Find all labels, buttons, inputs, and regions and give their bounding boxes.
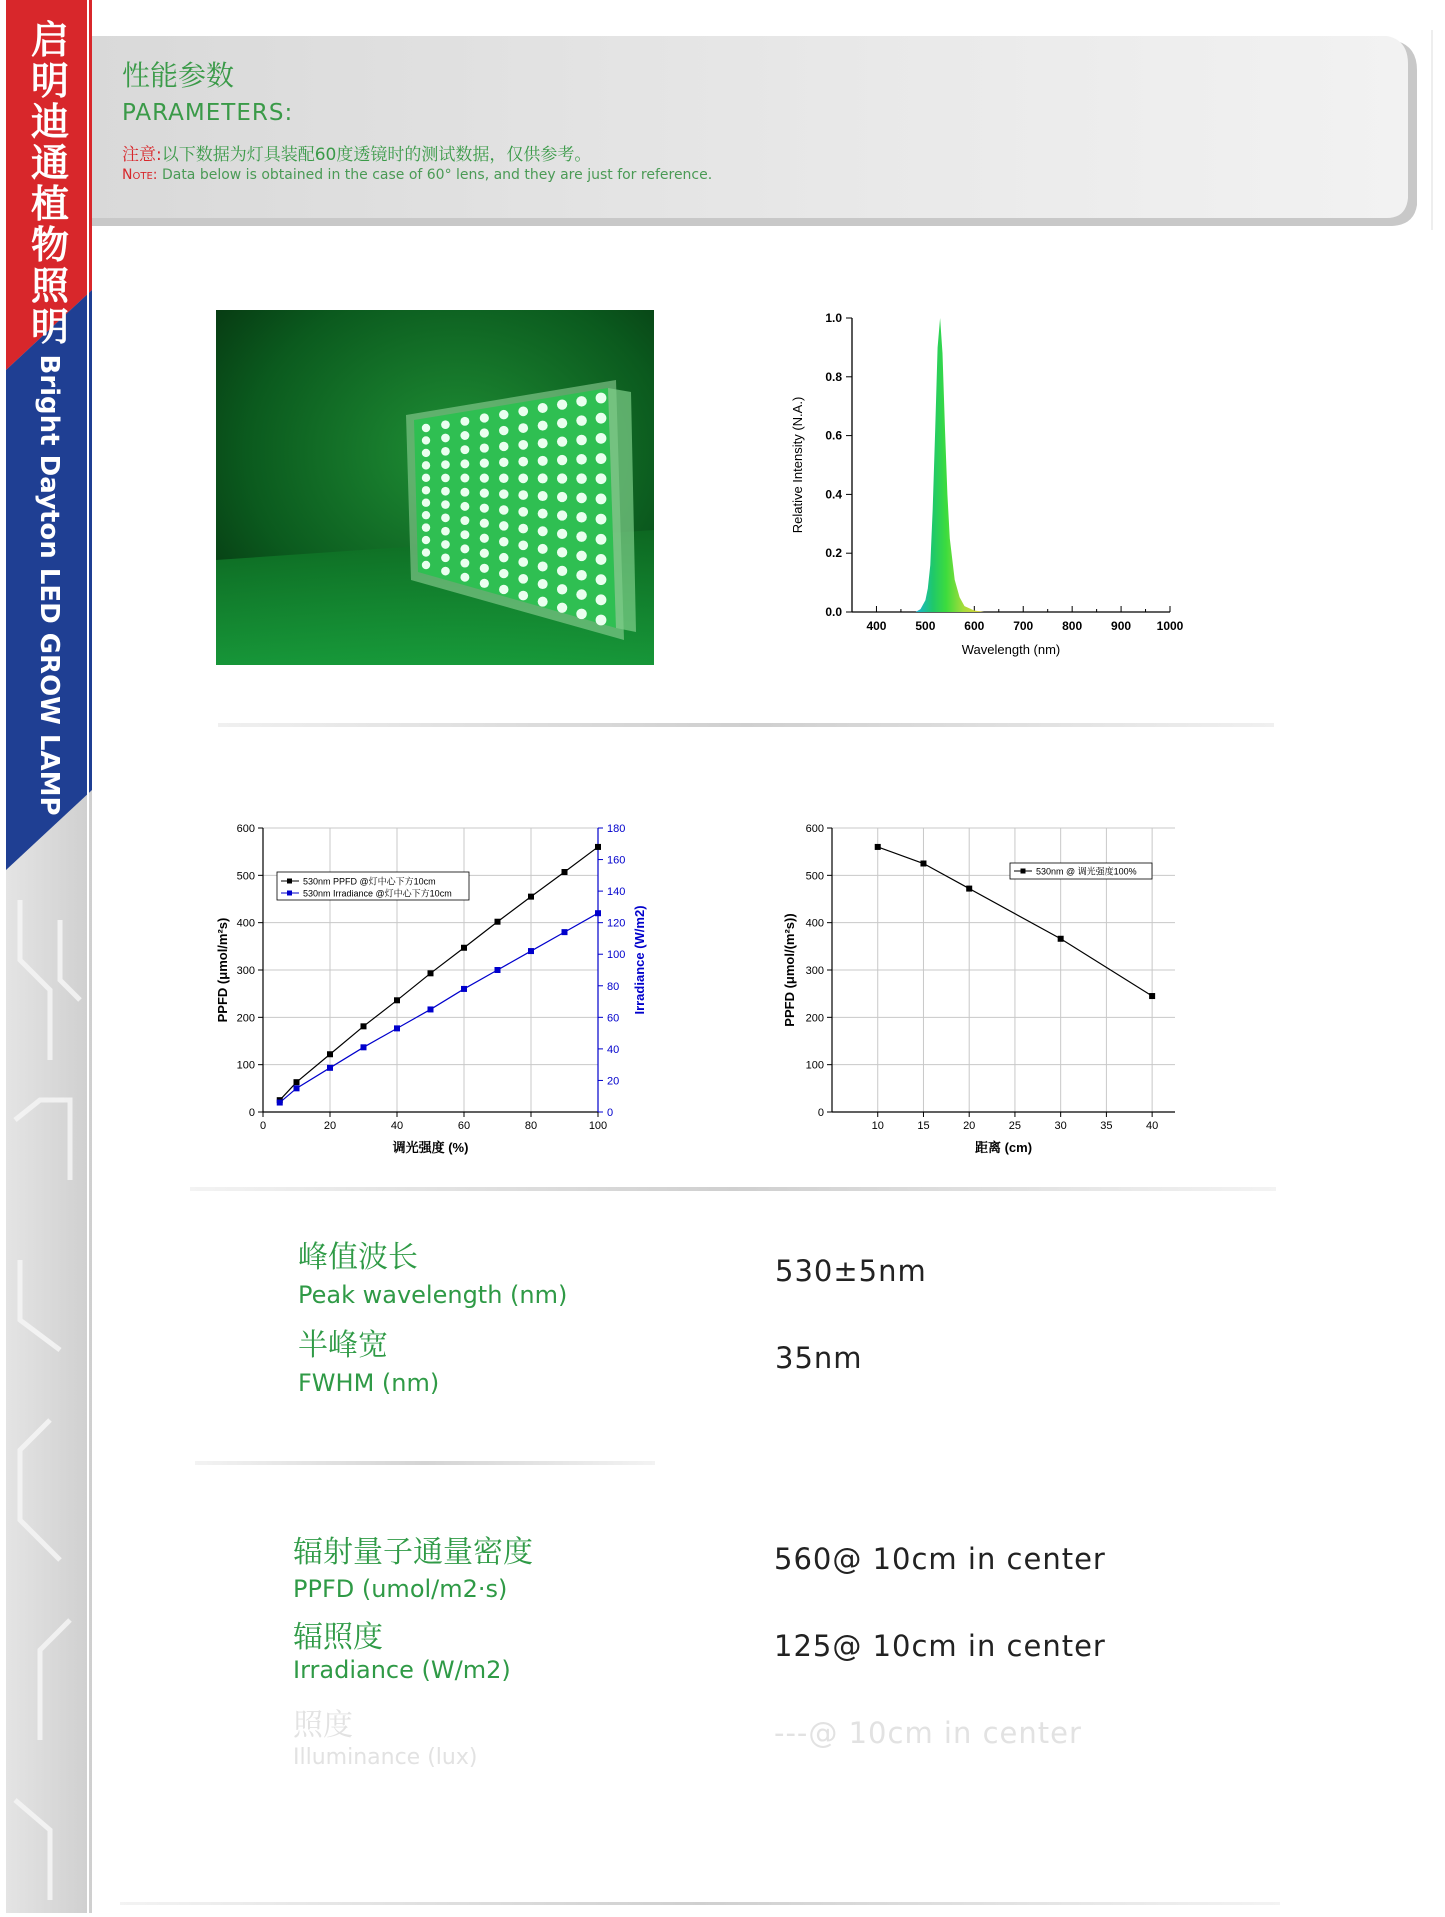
page-subtitle: PARAMETERS: [122, 100, 294, 126]
led-dot [518, 440, 528, 450]
header-banner [92, 30, 1445, 230]
x-tick-label: 20 [963, 1120, 976, 1132]
x-tick-label: 80 [524, 1120, 538, 1132]
distance-point [875, 844, 881, 850]
led-dot [499, 489, 508, 498]
led-dot [480, 549, 489, 558]
led-dot [441, 474, 450, 483]
x-tick-label: 25 [1008, 1120, 1022, 1132]
series-irradiance-line [280, 913, 598, 1102]
led-dot [441, 420, 450, 429]
led-dot [576, 435, 587, 446]
legend-marker [1021, 869, 1026, 874]
led-dot [499, 410, 508, 419]
led-dot [441, 514, 450, 523]
led-dot [499, 505, 508, 514]
led-dot [441, 487, 450, 496]
led-dot [422, 499, 430, 507]
irradiance-point [277, 1100, 283, 1106]
x-tick-label: 35 [1100, 1120, 1113, 1132]
led-dot [480, 428, 489, 437]
y2-tick-label: 40 [607, 1043, 620, 1056]
irradiance-point [294, 1085, 300, 1091]
led-dot [596, 534, 607, 545]
led-dot [538, 509, 548, 519]
irradiance-point [528, 948, 534, 954]
led-dot [557, 436, 567, 446]
led-dot [576, 609, 587, 620]
y-tick-label: 300 [236, 965, 255, 977]
y-tick-label: 0 [248, 1107, 255, 1119]
ppfd-point [562, 869, 568, 875]
led-dot [557, 473, 567, 483]
x-axis-title: 距离 (cm) [974, 1140, 1033, 1155]
x-tick-label: 40 [1146, 1120, 1159, 1132]
led-dot [596, 494, 607, 505]
y2-tick-label: 60 [607, 1012, 620, 1025]
led-dot [576, 415, 587, 426]
led-dot [557, 529, 567, 539]
y-tick-label: 100 [236, 1059, 255, 1072]
x-axis-title: 调光强度 (%) [392, 1140, 469, 1155]
led-dot [596, 615, 607, 626]
led-dot [422, 523, 430, 531]
section-divider [218, 723, 1274, 727]
led-dot [480, 564, 489, 573]
section-divider [195, 1461, 655, 1465]
sidebar-banner [0, 0, 92, 1913]
y-tick-label: 200 [236, 1012, 255, 1025]
ppfd-dimming-chart [200, 810, 670, 1170]
distance-point [1149, 993, 1155, 999]
note-en-label: Note: [122, 167, 158, 183]
led-dot [460, 417, 469, 426]
led-dot [596, 514, 607, 525]
x-tick-label: 400 [866, 619, 887, 633]
led-dot [576, 551, 587, 562]
led-dot [499, 585, 508, 594]
x-tick-label: 800 [1062, 619, 1083, 633]
ppfd-point [495, 919, 501, 925]
led-dot [422, 474, 430, 482]
led-dot [518, 557, 528, 567]
y2-tick-label: 180 [607, 823, 626, 835]
sidebar-en-brand: Bright Dayton LED GROW LAMP [34, 354, 64, 816]
led-dot [576, 454, 587, 465]
led-dot [499, 537, 508, 546]
ppfd-point [294, 1079, 300, 1085]
led-dot [422, 548, 430, 556]
irradiance-en: Irradiance (W/m2) [293, 1656, 511, 1684]
fwhm-cn: 半峰宽 [298, 1328, 388, 1363]
led-dot [460, 530, 469, 539]
led-dot [441, 447, 450, 456]
led-dot [499, 473, 508, 482]
y-tick-label: 200 [805, 1012, 824, 1025]
led-dot [422, 511, 430, 519]
legend [1010, 863, 1152, 879]
led-dot [518, 490, 528, 500]
led-dot [422, 424, 430, 432]
led-dot [422, 436, 430, 444]
y2-tick-label: 80 [607, 980, 620, 993]
peak-wavelength-en: Peak wavelength (nm) [298, 1281, 568, 1309]
led-dot [538, 491, 548, 501]
led-dot [460, 544, 469, 553]
spectrum-area [916, 318, 985, 612]
led-dot [576, 589, 587, 600]
y2-tick-label: 160 [607, 854, 626, 867]
legend-label-irradiance: 530nm Irradiance @灯中心下方10cm [303, 888, 452, 899]
led-dot [596, 554, 607, 565]
x-tick-label: 0 [259, 1120, 267, 1132]
y-tick-label: 0 [817, 1107, 824, 1119]
y-tick-label: 0.6 [825, 428, 842, 443]
led-dot [518, 507, 528, 517]
x-tick-label: 100 [588, 1120, 608, 1132]
led-dot [460, 573, 469, 582]
led-dot [480, 443, 489, 452]
led-dot [441, 460, 450, 469]
x-tick-label: 40 [390, 1120, 404, 1132]
led-dot [480, 413, 489, 422]
ppfd-point [528, 894, 534, 900]
ppfd-point [327, 1051, 333, 1057]
irradiance-cn: 辐照度 [293, 1620, 383, 1655]
irradiance-point [562, 929, 568, 935]
y-axis-title: PPFD (μmol/(m²s)) [782, 913, 797, 1027]
led-dot [480, 504, 489, 513]
illuminance-cn: 照度 [293, 1708, 353, 1743]
led-dot [460, 474, 469, 483]
led-dot [460, 502, 469, 511]
x-tick-label: 600 [964, 619, 985, 633]
irradiance-point [495, 967, 501, 973]
led-dot [518, 473, 528, 483]
led-dot [480, 458, 489, 467]
led-dot [557, 584, 567, 594]
legend-label: 530nm @ 调光强度100% [1036, 866, 1137, 877]
sidebar-cn-brand: 启明迪通植物照明 [30, 18, 69, 349]
y2-tick-label: 100 [607, 949, 626, 962]
y2-tick-label: 20 [607, 1075, 620, 1088]
led-dot [538, 403, 548, 413]
led-dot [538, 421, 548, 431]
note-cn-label: 注意: [122, 145, 162, 165]
ppfd-cn: 辐射量子通量密度 [293, 1535, 533, 1570]
illuminance-en: Illuminance (lux) [293, 1745, 478, 1770]
led-dot [499, 569, 508, 578]
led-dot [518, 540, 528, 550]
led-dot [576, 493, 587, 504]
led-dot [557, 400, 567, 410]
legend [277, 872, 469, 900]
ppfd-point [461, 945, 467, 951]
x-axis-title: Wavelength (nm) [961, 642, 1061, 657]
distance-point [920, 861, 926, 867]
ppfd-en: PPFD (umol/m2·s) [293, 1575, 508, 1603]
led-dot [538, 561, 548, 571]
led-dot [576, 531, 587, 542]
y2-tick-label: 120 [607, 917, 626, 930]
led-dot [518, 574, 528, 584]
led-dot [538, 544, 548, 554]
led-dot [422, 449, 430, 457]
led-dot [480, 579, 489, 588]
led-dot [441, 553, 450, 562]
led-dot [557, 547, 567, 557]
irradiance-point [461, 986, 467, 992]
x-tick-label: 1000 [1156, 619, 1184, 633]
led-dot [576, 512, 587, 523]
led-dot [499, 458, 508, 467]
x-tick-label: 15 [917, 1120, 930, 1132]
y-tick-label: 500 [236, 870, 255, 883]
note-cn [122, 140, 591, 165]
led-dot [499, 553, 508, 562]
y-tick-label: 600 [805, 823, 824, 835]
led-dot [596, 453, 607, 464]
led-dot [557, 510, 567, 520]
irradiance-point [595, 910, 601, 916]
led-dot [441, 540, 450, 549]
note-en [122, 167, 712, 183]
led-dot [538, 473, 548, 483]
led-dot [538, 597, 548, 607]
led-dot [538, 579, 548, 589]
ppfd-point [394, 997, 400, 1003]
irradiance-point [394, 1025, 400, 1031]
legend-label-ppfd: 530nm PPFD @灯中心下方10cm [303, 876, 436, 887]
irradiance-point [361, 1044, 367, 1050]
led-dot [422, 536, 430, 544]
led-dot [422, 486, 430, 494]
ppfd-value: 560@ 10cm in center [774, 1542, 1106, 1576]
y-tick-label: 400 [236, 917, 255, 930]
y-tick-label: 500 [805, 870, 824, 883]
led-dot [480, 474, 489, 483]
page-title: 性能参数 [122, 59, 235, 92]
y-axis-title: PPFD (μmol/m²s) [215, 917, 230, 1023]
irradiance-value: 125@ 10cm in center [774, 1629, 1106, 1663]
led-dot [441, 500, 450, 509]
x-tick-label: 700 [1013, 619, 1034, 633]
led-dot [460, 488, 469, 497]
led-dot [460, 445, 469, 454]
y2-tick-label: 0 [607, 1107, 614, 1119]
led-dot [422, 461, 430, 469]
led-dot [518, 524, 528, 534]
fwhm-en: FWHM (nm) [298, 1369, 440, 1397]
led-dot [596, 393, 607, 404]
led-dot [576, 473, 587, 484]
y-tick-label: 400 [805, 917, 824, 930]
led-dot [576, 396, 587, 407]
led-dot [596, 413, 607, 424]
led-dot [460, 516, 469, 525]
led-dot [518, 406, 528, 416]
x-tick-label: 30 [1054, 1120, 1067, 1132]
y-tick-label: 100 [805, 1059, 824, 1072]
led-dot [518, 591, 528, 601]
led-dot [499, 426, 508, 435]
led-dot [557, 455, 567, 465]
x-tick-label: 900 [1111, 619, 1132, 633]
irradiance-point [327, 1065, 333, 1071]
led-dot [460, 459, 469, 468]
distance-point [1058, 936, 1064, 942]
led-dot [557, 418, 567, 428]
product-photo [216, 310, 654, 665]
y-tick-label: 0.2 [825, 546, 842, 561]
y2-tick-label: 140 [607, 886, 626, 899]
led-dot [538, 438, 548, 448]
led-dot [441, 527, 450, 536]
x-tick-label: 20 [323, 1120, 337, 1132]
fwhm-value: 35nm [775, 1341, 863, 1375]
bottom-rule [120, 1902, 1280, 1905]
led-dot [480, 519, 489, 528]
led-dot [499, 521, 508, 530]
led-dot [441, 567, 450, 576]
x-tick-label: 500 [915, 619, 936, 633]
section-divider [190, 1187, 1276, 1191]
legend-marker-irradiance [287, 891, 292, 896]
led-dot [441, 434, 450, 443]
led-dot [460, 559, 469, 568]
note-en-text: Data below is obtained in the case of 60° lens, and they are just for reference. [161, 167, 713, 183]
distance-point [966, 886, 972, 892]
x-tick-label: 10 [871, 1120, 884, 1132]
y-tick-label: 0.8 [825, 369, 842, 384]
ppfd-point [361, 1023, 367, 1029]
led-dot [596, 574, 607, 585]
led-dot [576, 570, 587, 581]
y-tick-label: 600 [236, 823, 255, 835]
led-dot [596, 473, 607, 484]
ppfd-point [428, 970, 434, 976]
irradiance-point [428, 1006, 434, 1012]
led-dot [538, 526, 548, 536]
led-dot [499, 442, 508, 451]
x-tick-label: 60 [457, 1120, 471, 1132]
led-dot [538, 456, 548, 466]
led-dot [557, 492, 567, 502]
illuminance-value: ---@ 10cm in center [774, 1716, 1082, 1750]
led-dot [596, 433, 607, 444]
led-dot [422, 561, 430, 569]
led-dot [460, 431, 469, 440]
ppfd-distance-chart [760, 810, 1180, 1170]
y2-axis-title: Irradiance (W/m2) [632, 905, 647, 1015]
led-dot [557, 566, 567, 576]
ppfd-point [595, 844, 601, 850]
y-tick-label: 300 [805, 965, 824, 977]
spectrum-chart [760, 300, 1200, 680]
led-dot [518, 457, 528, 467]
led-dot [480, 489, 489, 498]
peak-wavelength-value: 530±5nm [775, 1254, 927, 1288]
peak-wavelength-cn: 峰值波长 [298, 1240, 418, 1275]
legend-marker-ppfd [287, 879, 292, 884]
y-tick-label: 0.0 [825, 605, 842, 619]
led-dot [480, 534, 489, 543]
y-axis-title: Relative Intensity (N.A.) [790, 396, 805, 534]
note-cn-text: 以下数据为灯具装配60度透镜时的测试数据，仅供参考。 [161, 145, 592, 165]
led-dot [557, 603, 567, 613]
sidebar-en-brand-wrap [14, 354, 84, 816]
y-tick-label: 1.0 [825, 311, 842, 325]
led-dot [596, 594, 607, 605]
y-tick-label: 0.4 [825, 487, 842, 502]
led-dot [518, 423, 528, 433]
